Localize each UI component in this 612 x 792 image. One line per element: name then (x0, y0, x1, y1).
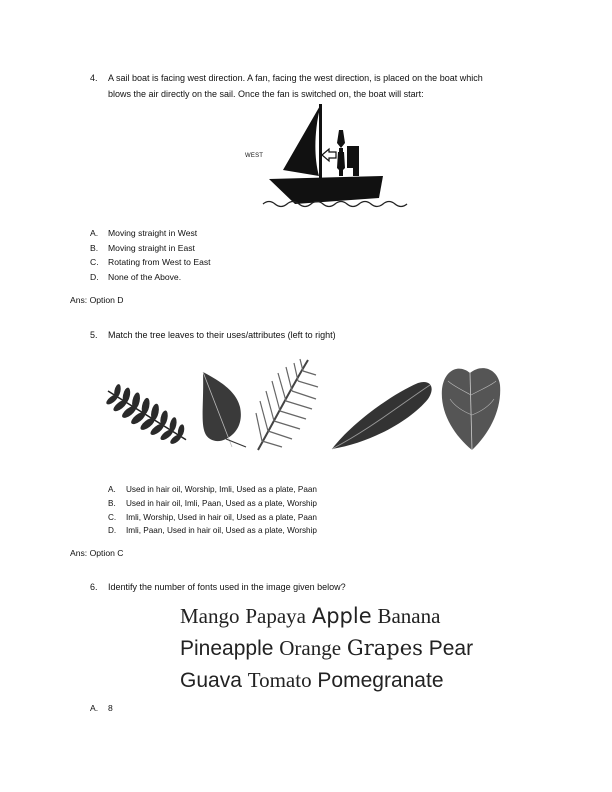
q6-question: Identify the number of fonts used in the image given below? (108, 582, 346, 592)
palm-frond-icon (256, 359, 318, 450)
tamarind-leaf-icon (100, 377, 195, 453)
q6-option-a[interactable]: A. 8 (90, 703, 113, 713)
font-word: Banana (377, 604, 441, 628)
hull-icon (269, 176, 383, 204)
sail-icon (283, 104, 321, 176)
fonts-line-2 (180, 636, 473, 661)
q4-answer: Ans: Option D (70, 295, 124, 305)
sailboat-figure (255, 100, 415, 215)
fan-icon (337, 130, 345, 148)
q4-wind-direction-label: WEST (245, 153, 264, 159)
betel-leaf-icon (442, 368, 500, 450)
water-waves-icon (263, 202, 407, 207)
q4-option-d[interactable]: D. None of the Above. (90, 272, 182, 282)
fonts-line-1 (180, 604, 440, 629)
font-word: Pineapple (180, 637, 274, 660)
font-word: Apple (311, 604, 372, 628)
q6-number: 6. (90, 582, 98, 592)
q5-option-d[interactable]: D. Imli, Paan, Used in hair oil, Used as a plate, Worship (108, 526, 317, 535)
q5-option-a[interactable]: A. Used in hair oil, Worship, Imli, Used as a plate, Paan (108, 485, 317, 494)
q4-option-a[interactable]: A. Moving straight in West (90, 228, 198, 238)
font-word: Tomato (247, 668, 312, 692)
peepal-leaf-icon (203, 372, 246, 447)
font-word: Guava (180, 669, 242, 692)
q5-number: 5. (90, 330, 98, 340)
q5-option-b[interactable]: B. Used in hair oil, Imli, Paan, Used as a plate, Worship (108, 499, 317, 508)
fonts-line-3 (180, 668, 444, 693)
q5-answer: Ans: Option C (70, 548, 124, 558)
font-word: Grapes (346, 636, 423, 660)
font-word: Pear (428, 637, 474, 660)
q5-question: Match the tree leaves to their uses/attributes (left to right) (108, 330, 336, 340)
q4-option-c[interactable]: C. Rotating from West to East (90, 257, 211, 267)
font-word: Pomegranate (317, 669, 444, 692)
font-word: Papaya (245, 604, 306, 628)
banana-leaf-icon (332, 382, 432, 449)
q4-question-line2: blows the air directly on the sail. Once the fan is switched on, the boat will start: (108, 89, 424, 99)
mast-icon (319, 104, 322, 178)
q4-number: 4. (90, 73, 98, 83)
arrow-left-icon (322, 149, 336, 161)
leaves-figure (100, 355, 510, 460)
font-word: Orange (279, 636, 342, 660)
q5-option-c[interactable]: C. Imli, Worship, Used in hair oil, Used as a plate, Paan (108, 513, 317, 522)
q4-question-line1: A sail boat is facing west direction. A fan, facing the west direction, is placed on the boat which (108, 73, 483, 83)
q4-option-b[interactable]: B. Moving straight in East (90, 243, 195, 253)
font-word: Mango (180, 604, 240, 628)
